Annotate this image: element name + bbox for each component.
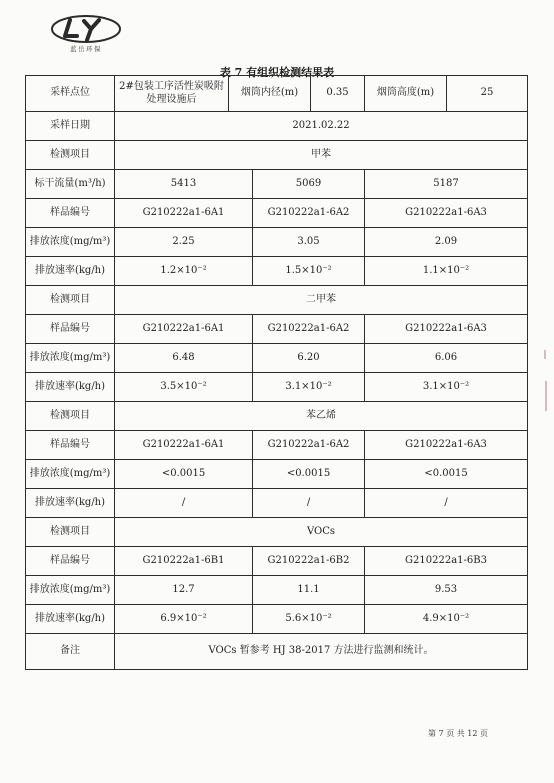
test-item-value: 二甲苯 [115,286,528,315]
table-title: 表 7 有组织检测结果表 [219,66,335,79]
emission-rate-value: 1.1×10⁻² [365,257,528,286]
concentration-value: 9.53 [365,576,528,605]
test-item-row [26,518,528,547]
sample-id-row [26,431,528,460]
sample-id-label: 样品编号 [26,431,115,460]
sample-id-value: G210222a1-6A2 [253,431,365,460]
sample-id-value: G210222a1-6A3 [365,315,528,344]
sampling-point-value: 2#包装工序活性炭吸附处理设施后 [115,76,229,112]
emission-rate-value: / [115,489,253,518]
concentration-label: 排放浓度(mg/m³) [26,576,115,605]
concentration-value: 12.7 [115,576,253,605]
emission-rate-value: 1.2×10⁻² [115,257,253,286]
emission-rate-value: / [253,489,365,518]
sampling-date-row [26,112,528,141]
emission-rate-value: 3.1×10⁻² [365,373,528,402]
emission-rate-value: 6.9×10⁻² [115,605,253,634]
concentration-label: 排放浓度(mg/m³) [26,460,115,489]
sample-id-value: G210222a1-6A1 [115,431,253,460]
sample-id-value: G210222a1-6A2 [253,199,365,228]
concentration-value: 6.06 [365,344,528,373]
concentration-value: 3.05 [253,228,365,257]
sample-id-value: G210222a1-6A2 [253,315,365,344]
test-item-row [26,402,528,431]
concentration-value: <0.0015 [365,460,528,489]
test-item-label: 检测项目 [26,518,115,547]
concentration-value: 6.48 [115,344,253,373]
stack-height-label: 烟筒高度(m) [365,76,447,112]
concentration-value: <0.0015 [115,460,253,489]
sampling-point-label: 采样点位 [26,76,115,112]
stack-height-value: 25 [447,76,528,112]
company-logo [50,14,122,58]
sample-id-row [26,199,528,228]
flow-value: 5069 [253,170,365,199]
test-item-value: VOCs [115,518,528,547]
concentration-value: 2.09 [365,228,528,257]
concentration-value: 11.1 [253,576,365,605]
sample-id-value: G210222a1-6B2 [253,547,365,576]
concentration-row [26,228,528,257]
concentration-row [26,576,528,605]
sample-id-value: G210222a1-6A3 [365,199,528,228]
emission-rate-value: / [365,489,528,518]
test-item-label: 检测项目 [26,402,115,431]
sampling-point-row [26,76,528,112]
emission-rate-label: 排放速率(kg/h) [26,257,115,286]
sample-id-value: G210222a1-6A3 [365,431,528,460]
emission-rate-row [26,605,528,634]
inner-diameter-value: 0.35 [311,76,365,112]
emission-rate-row [26,489,528,518]
remark-label: 备注 [26,634,115,670]
page-number: 第 7 页 共 12 页 [428,729,488,738]
sampling-date-label: 采样日期 [26,112,115,141]
concentration-label: 排放浓度(mg/m³) [26,228,115,257]
sampling-date-value: 2021.02.22 [115,112,528,141]
sample-id-value: G210222a1-6A1 [115,315,253,344]
test-item-value: 甲苯 [115,141,528,170]
sample-id-value: G210222a1-6A1 [115,199,253,228]
sample-id-value: G210222a1-6B3 [365,547,528,576]
margin-mark [545,381,547,411]
inner-diameter-label: 烟筒内径(m) [229,76,311,112]
logo-text: 蓝岳环保 [70,45,102,53]
emission-rate-label: 排放速率(kg/h) [26,373,115,402]
emission-rate-value: 3.5×10⁻² [115,373,253,402]
emission-rate-value: 3.1×10⁻² [253,373,365,402]
concentration-value: 2.25 [115,228,253,257]
concentration-row [26,344,528,373]
emission-rate-value: 5.6×10⁻² [253,605,365,634]
flow-value: 5413 [115,170,253,199]
emission-rate-value: 4.9×10⁻² [365,605,528,634]
sample-id-label: 样品编号 [26,547,115,576]
results-table [25,75,528,670]
sample-id-label: 样品编号 [26,315,115,344]
test-item-row [26,286,528,315]
sample-id-value: G210222a1-6B1 [115,547,253,576]
sample-id-row [26,315,528,344]
margin-mark [544,350,546,359]
emission-rate-label: 排放速率(kg/h) [26,605,115,634]
emission-rate-row [26,257,528,286]
flow-label: 标干流量(m³/h) [26,170,115,199]
flow-value: 5187 [365,170,528,199]
test-item-label: 检测项目 [26,141,115,170]
test-item-label: 检测项目 [26,286,115,315]
concentration-label: 排放浓度(mg/m³) [26,344,115,373]
sample-id-label: 样品编号 [26,199,115,228]
flow-row [26,170,528,199]
sample-id-row [26,547,528,576]
concentration-value: 6.20 [253,344,365,373]
test-item-row [26,141,528,170]
test-item-value: 苯乙烯 [115,402,528,431]
concentration-row [26,460,528,489]
remark-row [26,634,528,670]
remark-value: VOCs 暂参考 HJ 38-2017 方法进行监测和统计。 [115,634,528,670]
emission-rate-row [26,373,528,402]
emission-rate-label: 排放速率(kg/h) [26,489,115,518]
concentration-value: <0.0015 [253,460,365,489]
logo-mark-icon [50,14,122,44]
emission-rate-value: 1.5×10⁻² [253,257,365,286]
